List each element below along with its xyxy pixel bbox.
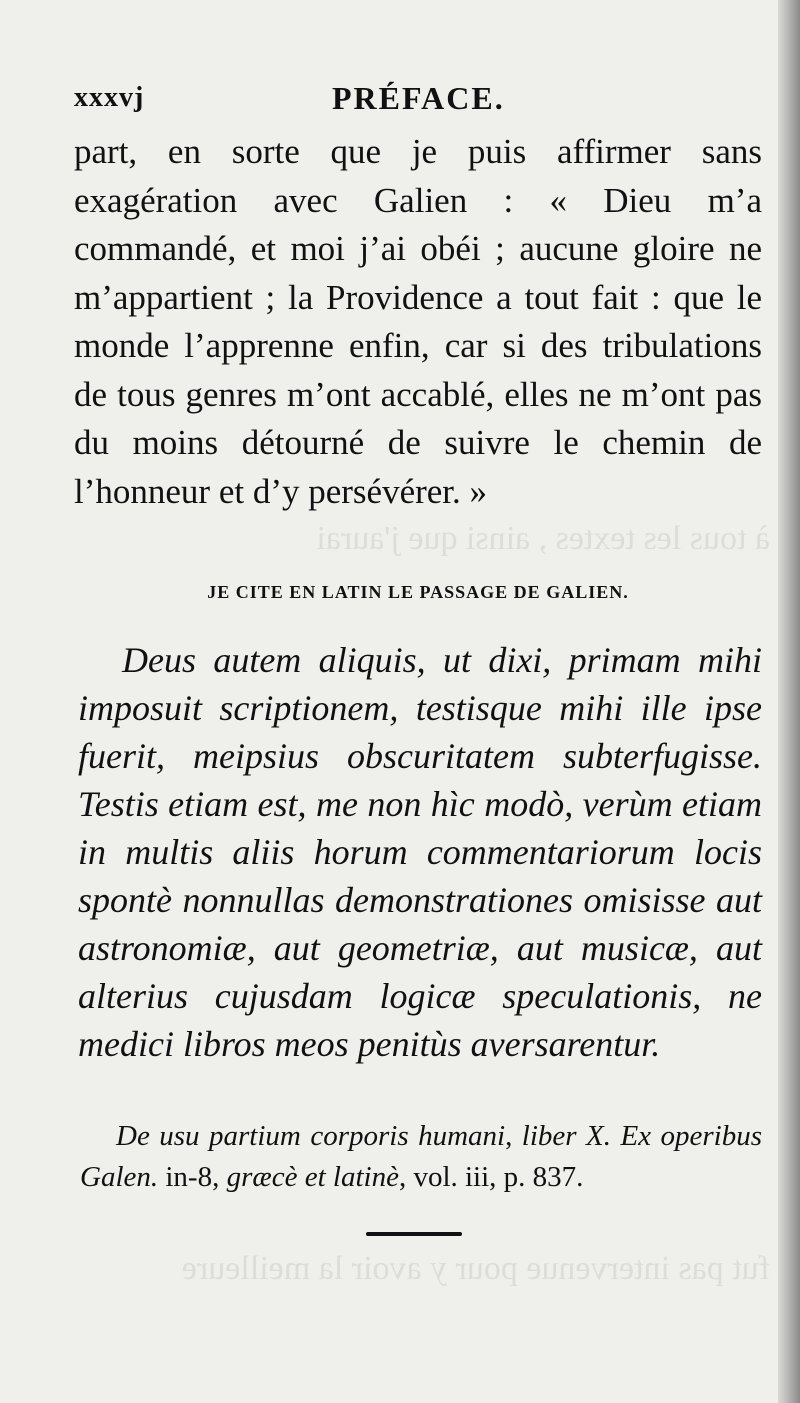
citation-format: in-8, — [158, 1161, 227, 1193]
latin-quote-text: Deus autem aliquis, ut dixi, primam mihi imposuit scriptionem, testisque mihi ille ipse fuerit, meipsius obscuritatem subterfugisse. Testis etiam est, me non hìc modò, verùm etiam in multis aliis horum commentariorum locis spontè nonnullas demonstrationes omisisse aut astronomiæ, aut geometriæ, aut musicæ, aut alterius cujusdam logicæ speculationis, ne medici libros meos penitùs aversarentur. — [78, 640, 762, 1064]
citation-work: De usu partium corporis humani — [116, 1120, 506, 1152]
bleed-through-text: à tous les textes , ainsi que j'aurai — [316, 520, 770, 557]
citation-language: græcè et latinè — [226, 1161, 399, 1193]
closing-rule — [366, 1232, 462, 1236]
body-paragraph — [74, 128, 762, 516]
latin-quote — [78, 636, 762, 1068]
page-header — [74, 80, 764, 120]
citation-separator: , — [505, 1120, 522, 1152]
running-head: PRÉFACE. — [332, 80, 505, 116]
section-heading: JE CITE EN LATIN LE PASSAGE DE GALIEN. — [207, 582, 629, 602]
citation-book: liber X. Ex operibus Galen. — [80, 1120, 763, 1193]
page-number: xxxvj — [74, 82, 145, 113]
paragraph-text: part, en sorte que je puis affirmer sans exagération avec Galien : « Dieu m’a commandé, et moi j’ai obéi ; aucune gloire ne m’appartient ; la Providence a tout fait : que le monde l’apprenne enfin, car si des tribulations de tous genres m’ont accablé, elles ne m’ont pas du moins détourné de suivre le chemin de l’honneur et d’y persévérer. » — [74, 132, 762, 511]
citation — [80, 1116, 762, 1198]
citation-volume: , vol. iii, p. 837. — [398, 1161, 584, 1193]
page-edge — [778, 0, 800, 1403]
bleed-through-text: fut pas intervenue pour y avoir la meilleure — [181, 1250, 770, 1287]
